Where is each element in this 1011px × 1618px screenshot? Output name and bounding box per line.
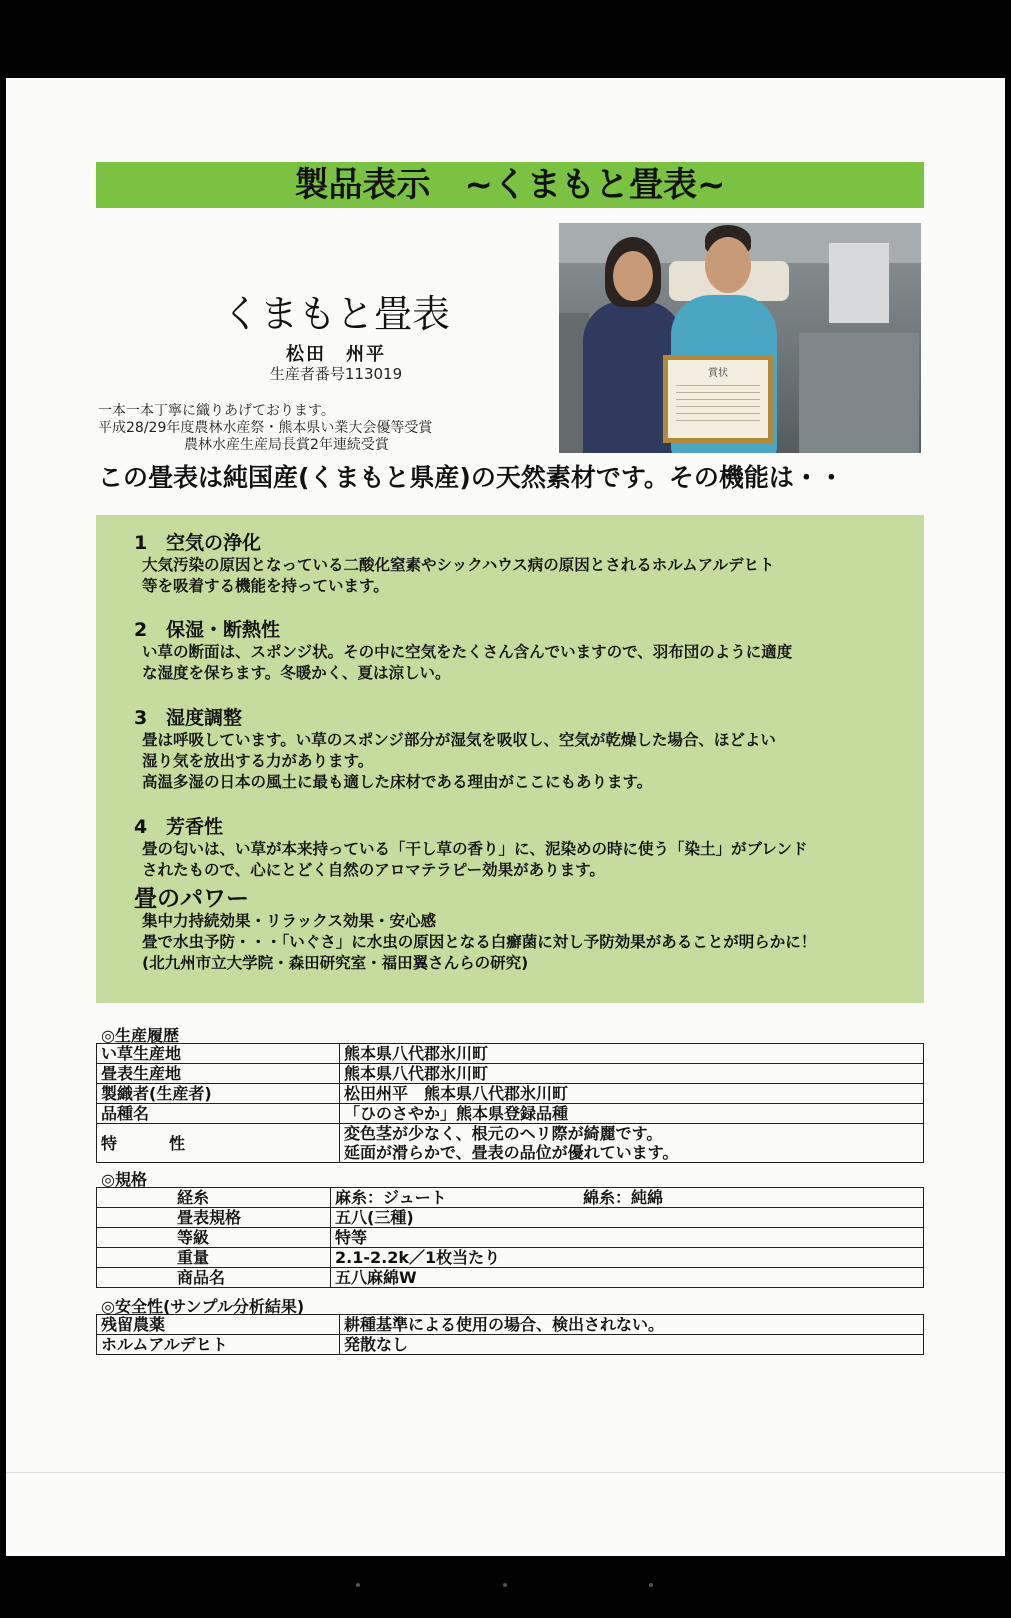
function-item (134, 706, 776, 793)
table-value: 2.1-2.2k／1枚当たり (331, 1248, 924, 1268)
function-number: 1 (134, 532, 148, 554)
function-line: 大気汚染の原因となっている二酸化窒素やシックハウス病の原因とされるホルムアルデヒト (142, 556, 775, 574)
function-number: 2 (134, 619, 148, 641)
nav-dot-icon (649, 1583, 653, 1587)
table-value: 松田州平 熊本県八代郡氷川町 (340, 1084, 924, 1104)
function-title: 保湿・断熱性 (166, 619, 281, 641)
table-key: 畳表規格 (97, 1208, 331, 1228)
warp-value-hemp: 麻糸：ジュート (335, 1188, 447, 1207)
intro-line: 農林水産生産局長賞2年連続受賞 (184, 437, 389, 453)
warp-value-cotton: 綿糸：純綿 (583, 1188, 664, 1207)
function-line: 畳の匂いは、い草が本来持っている「干し草の香り」に、泥染めの時に使う「染土」がブレンド (142, 840, 808, 858)
specifications-table (96, 1187, 924, 1288)
functions-box (96, 515, 924, 1003)
table-row (97, 1228, 924, 1248)
table-key: い草生産地 (97, 1044, 340, 1064)
table-key (97, 1124, 340, 1163)
function-line: されたもので、心にとどく自然のアロマテラピー効果があります。 (142, 861, 605, 879)
function-title: 湿度調整 (166, 707, 243, 729)
power-line: 集中力持続効果・リラックス効果・安心感 (142, 912, 437, 930)
function-line: 湿り気を放出する力があります。 (142, 752, 374, 770)
function-line: 高温多湿の日本の風土に最も適した床材である理由がここにもあります。 (142, 773, 653, 791)
function-item (134, 618, 792, 684)
nav-dot-icon (356, 1583, 360, 1587)
table-row (97, 1104, 924, 1124)
table-value: 熊本県八代郡氷川町 (340, 1064, 924, 1084)
award-certificate (663, 355, 773, 443)
headline: この畳表は純国産(くまもと県産)の天然素材です。その機能は・・ (98, 463, 844, 492)
characteristic-label: 特 性 (101, 1133, 204, 1153)
table-value: 熊本県八代郡氷川町 (340, 1044, 924, 1064)
top-status-bar (0, 0, 1011, 78)
function-line: い草の断面は、スポンジ状。その中に空気をたくさん含んでいますので、羽布団のように適度 (142, 643, 793, 661)
table-row (97, 1084, 924, 1104)
power-line: (北九州市立大学院・森田研究室・福田翼さんらの研究) (142, 954, 529, 972)
power-body (142, 911, 816, 974)
product-heading: くまもと畳表 (221, 292, 450, 336)
table-row (97, 1188, 924, 1208)
specifications-label: ◎規格 (101, 1170, 147, 1189)
function-line: 畳は呼吸しています。い草のスポンジ部分が湿気を吸収し、空気が乾燥した場合、ほどよい (142, 731, 776, 749)
intro-text (98, 403, 432, 454)
function-number: 4 (134, 816, 148, 838)
certificate-title: 賞状 (708, 368, 728, 379)
table-row (97, 1268, 924, 1288)
table-row (97, 1315, 924, 1335)
table-value: 特等 (331, 1228, 924, 1248)
power-title: 畳のパワー (134, 886, 249, 912)
intro-line: 平成28/29年度農林水産祭・熊本県い業大会優等受賞 (98, 420, 433, 436)
table-value (331, 1188, 924, 1208)
table-value: 「ひのさやか」熊本県登録品種 (340, 1104, 924, 1124)
producer-name: 松田 州平 (286, 344, 386, 365)
table-row (97, 1208, 924, 1228)
document-page (6, 78, 1005, 1556)
producer-number: 生産者番号113019 (269, 365, 403, 383)
characteristic-line: 延面が滑らかで、畳表の品位が優れています。 (344, 1143, 679, 1162)
table-key: 品種名 (97, 1104, 340, 1124)
function-item (134, 531, 775, 597)
table-key: 畳表生産地 (97, 1064, 340, 1084)
nav-dot-icon (503, 1583, 507, 1587)
table-key: 残留農薬 (97, 1315, 340, 1335)
bottom-navigation-bar (0, 1556, 1011, 1618)
table-value: 五八麻綿W (331, 1268, 924, 1288)
table-row (97, 1064, 924, 1084)
function-title: 空気の浄化 (166, 532, 262, 554)
table-value: 五八(三種) (331, 1208, 924, 1228)
safety-label: ◎安全性(サンプル分析結果) (101, 1297, 305, 1316)
page-title-banner (96, 162, 924, 208)
table-value: 発散なし (340, 1335, 924, 1355)
table-key: ホルムアルデヒト (97, 1335, 340, 1355)
function-line: 等を吸着する機能を持っています。 (142, 577, 389, 595)
table-row (97, 1335, 924, 1355)
function-number: 3 (134, 707, 148, 729)
table-key: 商品名 (97, 1268, 331, 1288)
table-row (97, 1124, 924, 1163)
production-history-label: ◎生産履歴 (101, 1026, 179, 1045)
table-key: 重量 (97, 1248, 331, 1268)
production-history-table (96, 1043, 924, 1163)
producer-photo (559, 223, 921, 453)
function-item (134, 815, 808, 881)
table-key: 等級 (97, 1228, 331, 1248)
table-key: 製織者(生産者) (97, 1084, 340, 1104)
table-value (340, 1124, 924, 1163)
table-value: 耕種基準による使用の場合、検出されない。 (340, 1315, 924, 1335)
characteristic-line: 変色茎が少なく、根元のヘリ際が綺麗です。 (344, 1124, 663, 1143)
power-line: 畳で水虫予防・・・「いぐさ」に水虫の原因となる白癬菌に対し予防効果があることが明らかに！ (142, 933, 817, 951)
function-line: な湿度を保ちます。冬暖かく、夏は涼しい。 (142, 664, 451, 682)
function-title: 芳香性 (166, 816, 224, 838)
page-title: 製品表示 ~くまもと畳表~ (294, 165, 726, 205)
table-row (97, 1044, 924, 1064)
intro-line: 一本一本丁寧に織りあげております。 (98, 403, 335, 419)
safety-table (96, 1314, 924, 1355)
table-key: 経糸 (97, 1188, 331, 1208)
table-row (97, 1248, 924, 1268)
